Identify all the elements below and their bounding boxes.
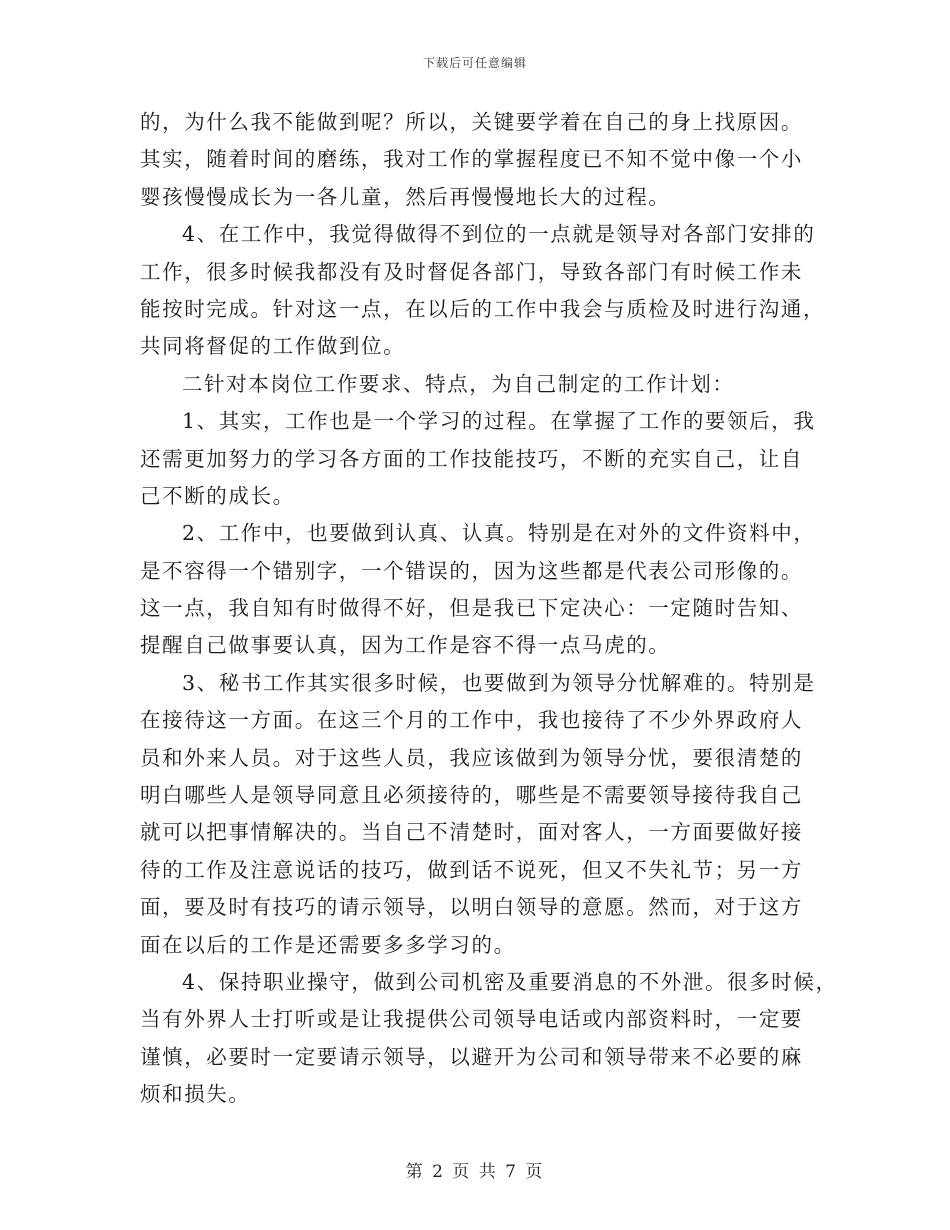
body-line: 员和外来人员。对于这些人员，我应该做到为领导分忧，要很清楚的	[140, 745, 803, 770]
body-line: 当有外界人士打听或是让我提供公司领导电话或内部资料时，一定要	[140, 1007, 803, 1032]
page-number-footer: 第 2 页 共 7 页	[405, 1162, 545, 1182]
page-header-note: 下载后可任意编辑	[422, 56, 527, 70]
body-line: 面，要及时有技巧的请示领导，以明白领导的意愿。然而，对于这方	[140, 895, 803, 920]
body-line: 明白哪些人是领导同意且必须接待的，哪些是不需要领导接待我自己	[140, 783, 803, 808]
body-line: 烦和损失。	[140, 1082, 251, 1107]
body-line: 提醒自己做事要认真，因为工作是容不得一点马虎的。	[140, 633, 671, 658]
paragraph-start-line: 2、工作中，也要做到认真、认真。特别是在对外的文件资料中，	[182, 521, 816, 546]
body-line: 的，为什么我不能做到呢？所以，关键要学着在自己的身上找原因。	[140, 110, 803, 134]
paragraph-start-line: 4、在工作中，我觉得做得不到位的一点就是领导对各部门安排的	[182, 222, 816, 247]
body-line: 其实，随着时间的磨练，我对工作的掌握程度已不知不觉中像一个小	[140, 147, 803, 172]
paragraph-start-line: 4、保持职业操守，做到公司机密及重要消息的不外泄。很多时候，	[182, 969, 838, 994]
body-line: 婴孩慢慢成长为一各儿童，然后再慢慢地长大的过程。	[140, 184, 671, 209]
body-line: 还需更加努力的学习各方面的工作技能技巧，不断的充实自己，让自	[140, 446, 803, 471]
body-line: 就可以把事情解决的。当自己不清楚时，面对客人，一方面要做好接	[140, 820, 803, 845]
paragraph-start-line: 1、其实，工作也是一个学习的过程。在掌握了工作的要领后，我	[182, 409, 816, 434]
body-line: 己不断的成长。	[140, 483, 295, 508]
body-line: 谨慎，必要时一定要请示领导，以避开为公司和领导带来不必要的麻	[140, 1044, 803, 1069]
body-line: 共同将督促的工作做到位。	[140, 334, 406, 359]
section-heading: 二针对本岗位工作要求、特点，为自己制定的工作计划：	[182, 371, 735, 396]
document-body	[140, 104, 838, 1114]
body-line: 是不容得一个错别字，一个错误的，因为这些都是代表公司形像的。	[140, 558, 803, 583]
body-line: 这一点，我自知有时做得不好，但是我已下定决心：一定随时告知、	[140, 596, 803, 621]
body-line: 能按时完成。针对这一点，在以后的工作中我会与质检及时进行沟通，	[140, 296, 826, 321]
body-line: 面在以后的工作是还需要多多学习的。	[140, 932, 516, 957]
body-line: 待的工作及注意说话的技巧，做到话不说死，但又不失礼节；另一方	[140, 857, 803, 882]
body-line: 工作，很多时候我都没有及时督促各部门，导致各部门有时候工作未	[140, 259, 803, 284]
body-line: 在接待这一方面。在这三个月的工作中，我也接待了不少外界政府人	[140, 708, 803, 733]
paragraph-start-line: 3、秘书工作其实很多时候，也要做到为领导分忧解难的。特别是	[182, 670, 816, 695]
